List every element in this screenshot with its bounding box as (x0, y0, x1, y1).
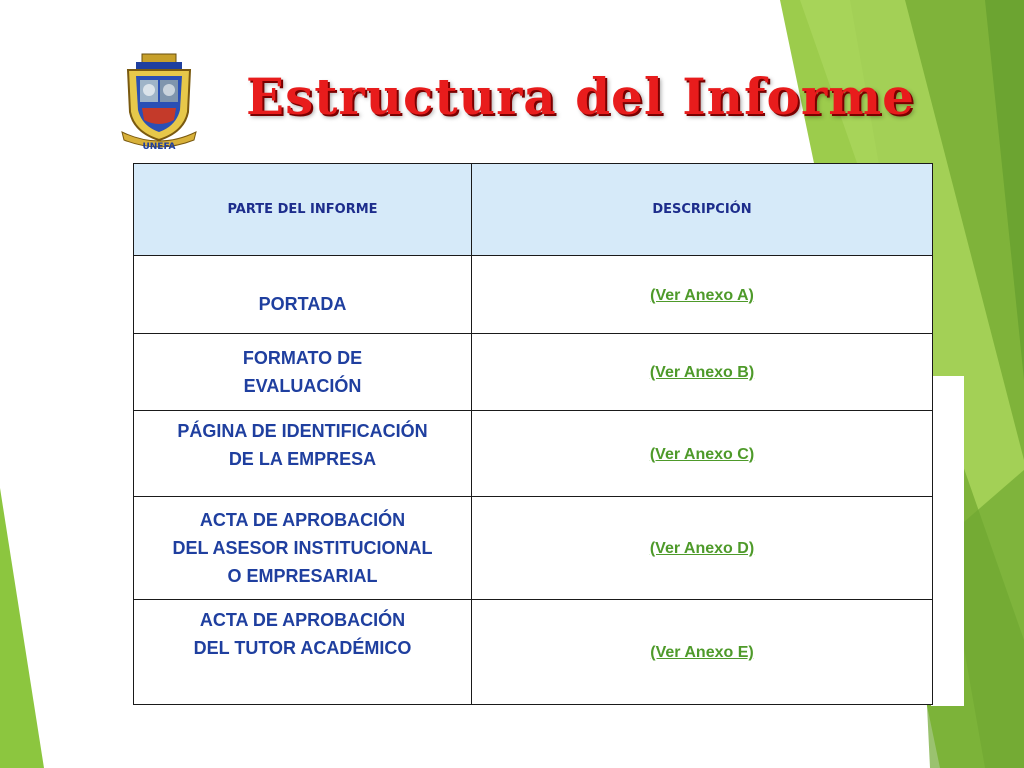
anexo-d-link[interactable]: (Ver Anexo D) (649, 540, 755, 557)
part-text: PÁGINA DE IDENTIFICACIÓN (177, 421, 428, 441)
row-part-cell (134, 256, 472, 334)
anexo-b-link[interactable]: (Ver Anexo B) (649, 364, 755, 381)
anexo-c-link[interactable]: (Ver Anexo C) (649, 445, 755, 463)
anexo-e-link[interactable]: (Ver Anexo E) (650, 644, 754, 661)
row-description-cell (472, 600, 933, 705)
anexo-a-link[interactable]: (Ver Anexo A) (650, 286, 754, 304)
slide-title: Estructura del Informe (246, 67, 915, 126)
row-part-cell (134, 411, 472, 497)
row-part-cell (134, 497, 472, 600)
part-text: PORTADA (258, 293, 347, 314)
row-part-cell (134, 334, 472, 411)
row-description-cell (472, 334, 933, 411)
row-description-cell (472, 497, 933, 600)
header-part: PARTE DEL INFORME (134, 164, 472, 256)
part-text: EVALUACIÓN (243, 376, 362, 396)
table-row (134, 497, 933, 600)
row-description-cell (472, 411, 933, 497)
white-panel (931, 376, 964, 706)
table-row (134, 600, 933, 705)
part-text: DEL ASESOR INSTITUCIONAL (172, 538, 433, 558)
part-text: O EMPRESARIAL (227, 566, 378, 586)
report-structure-table (133, 163, 933, 705)
part-text: FORMATO DE (242, 348, 363, 368)
table-row (134, 256, 933, 334)
table-row (134, 411, 933, 497)
row-description-cell (472, 256, 933, 334)
header-description: DESCRIPCIÓN (472, 164, 933, 256)
row-part-cell (134, 600, 472, 705)
part-text: ACTA DE APROBACIÓN (199, 610, 406, 630)
part-text: DEL TUTOR ACADÉMICO (193, 638, 412, 658)
table-header-row (134, 164, 933, 256)
part-text: DE LA EMPRESA (228, 449, 377, 469)
part-text: ACTA DE APROBACIÓN (199, 510, 406, 530)
logo-text: UNEFA (142, 142, 176, 152)
university-logo-icon (118, 52, 200, 152)
table-row (134, 334, 933, 411)
